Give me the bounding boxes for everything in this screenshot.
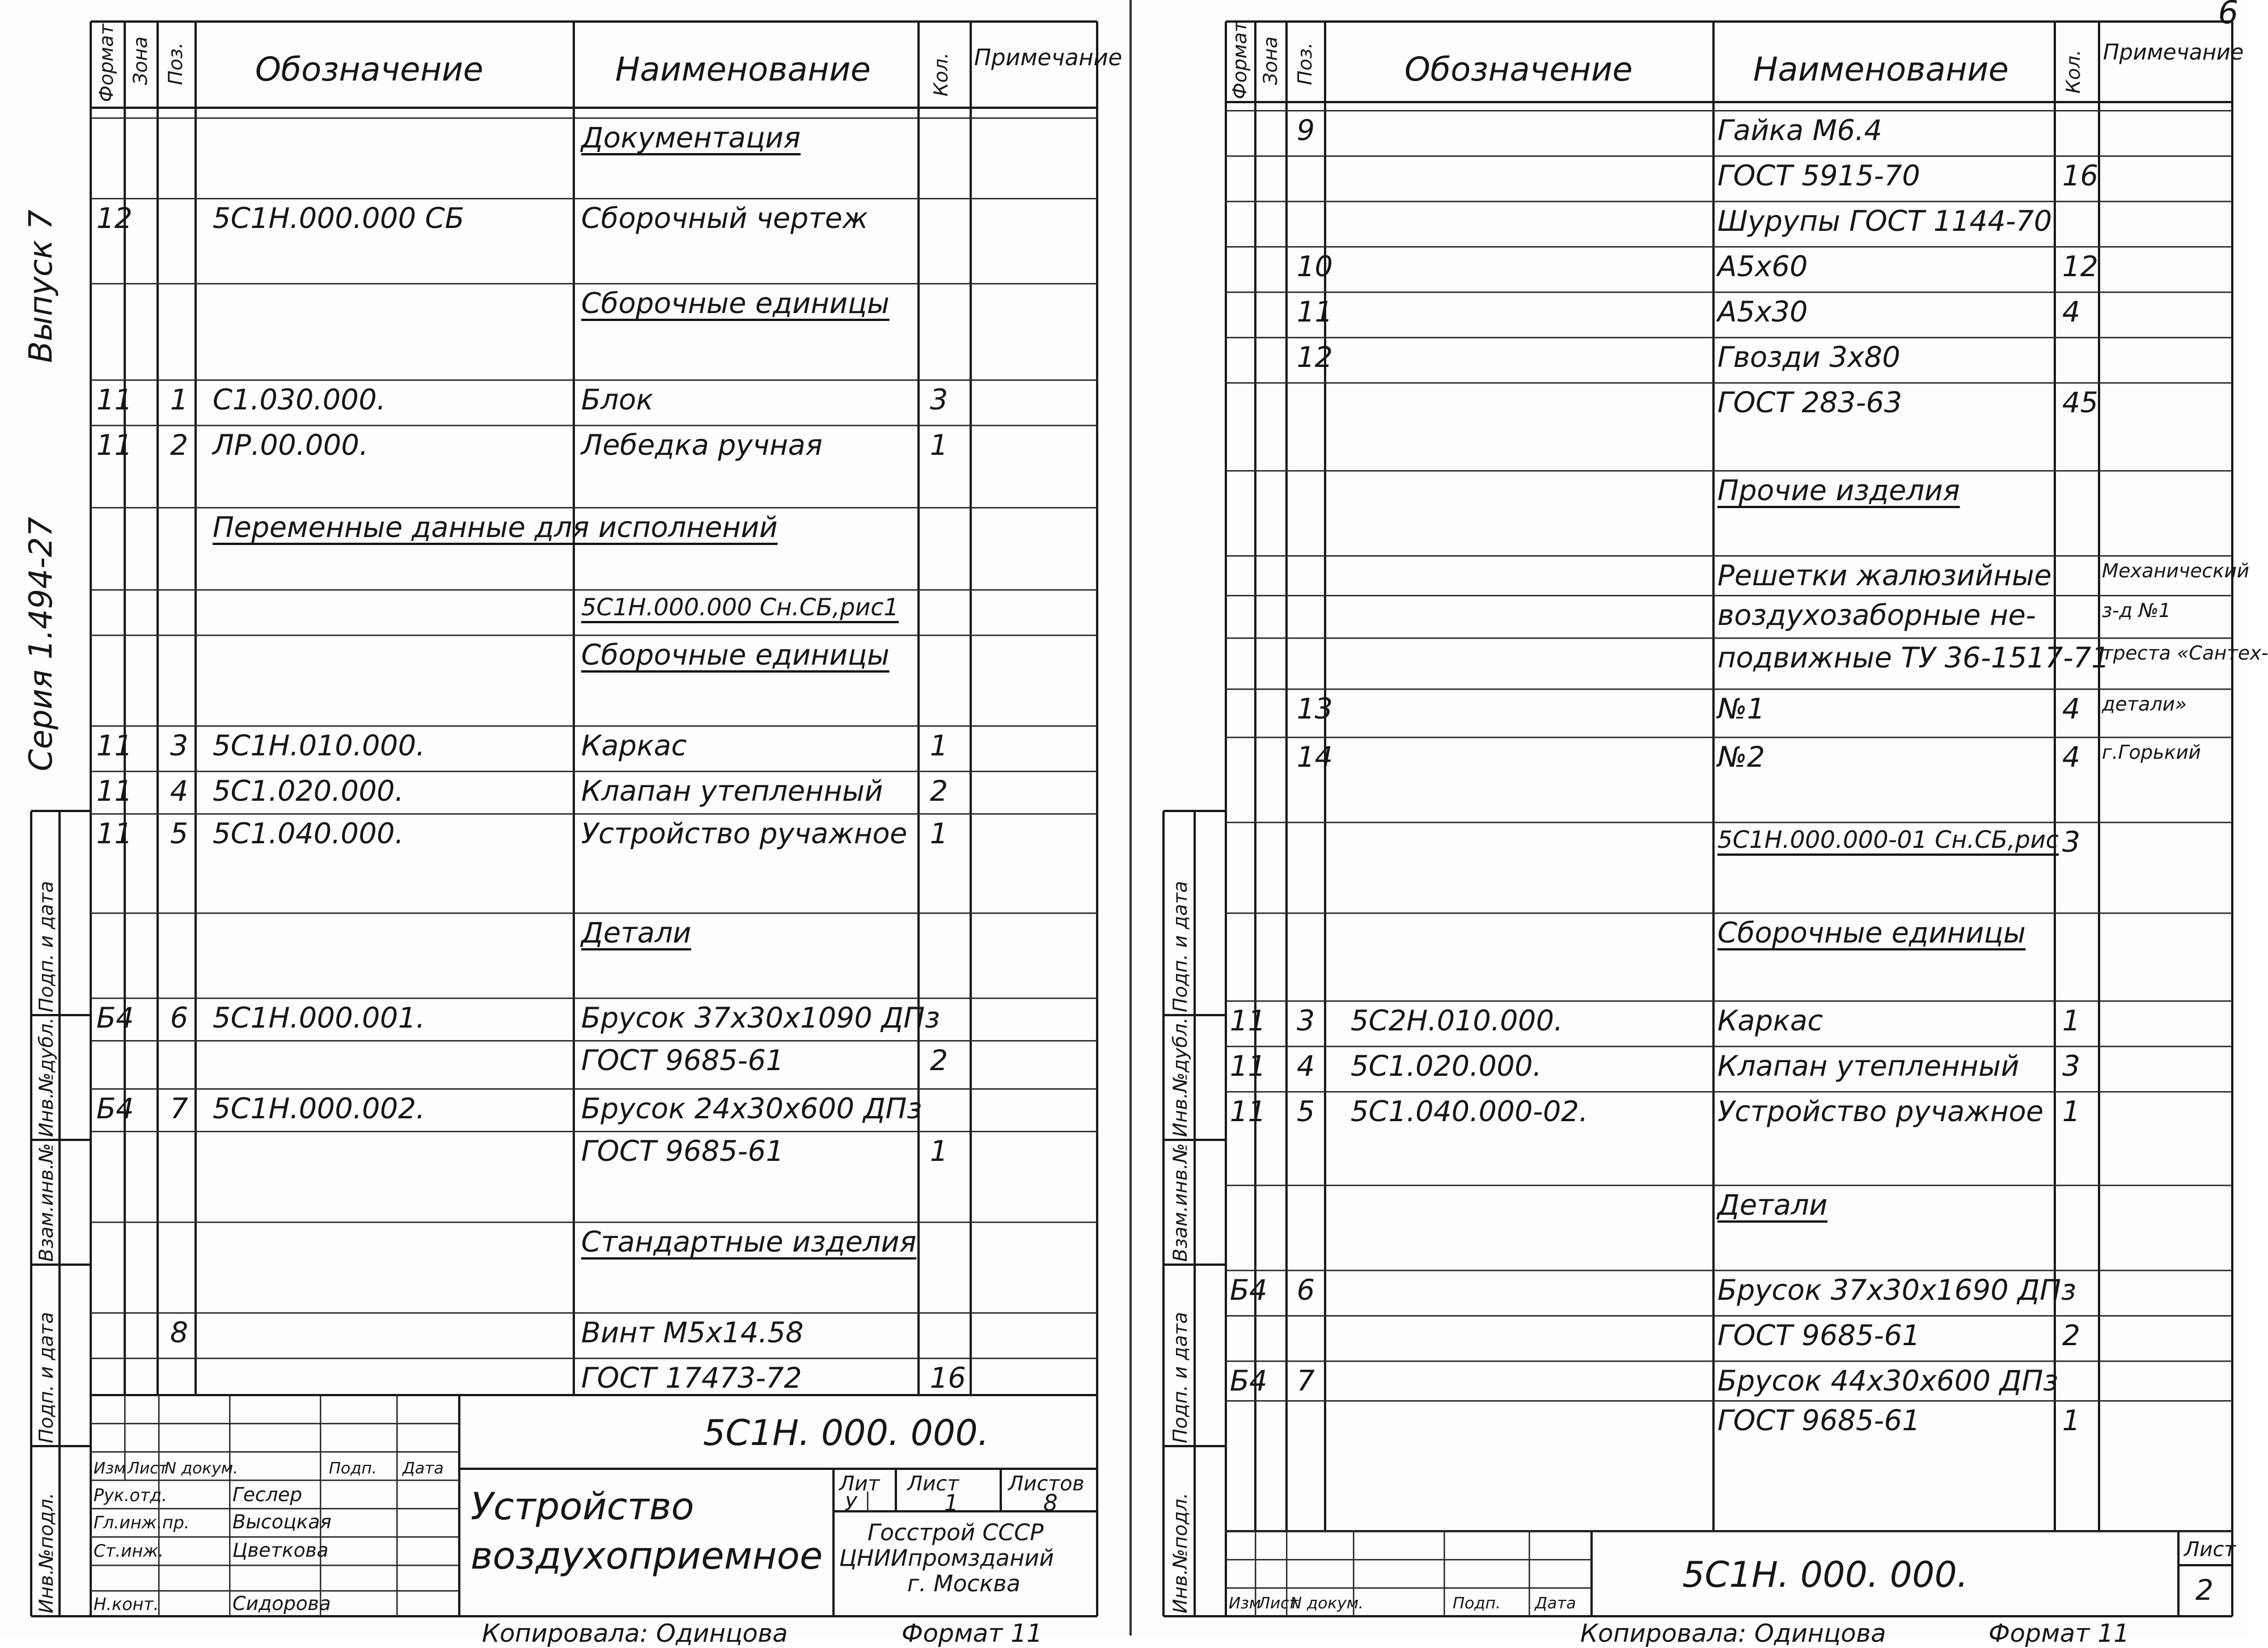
header-pos: Поз.: [164, 42, 187, 85]
spec-name: №1: [1717, 692, 1765, 725]
spec-format: 11: [1230, 1050, 1266, 1083]
r-tb-col-ndok: N докум.: [1290, 1594, 1364, 1612]
spec-name: ГОСТ 9685-61: [1717, 1319, 1920, 1352]
r-stamp-podp-data: Подп. и дата: [1169, 1312, 1192, 1443]
spec-designation: 5С1Н.000.000 СБ: [213, 202, 464, 235]
r-stamp-vzam-inv: Взам.инв.№: [1169, 1143, 1192, 1262]
tb-col-data: Дата: [403, 1459, 444, 1477]
r-header-note: Примечание: [2103, 40, 2244, 65]
right-sheet: [1138, 0, 2268, 1648]
left-doc-number: 5С1Н. 000. 000.: [703, 1412, 989, 1453]
spec-format: Б4: [1230, 1274, 1268, 1307]
tb-name-1: Геслер: [232, 1484, 302, 1506]
spec-pos: 7: [1297, 1364, 1315, 1397]
spec-qty: 1: [930, 729, 948, 762]
tb-lit: У: [845, 1493, 857, 1515]
spec-format: 11: [96, 775, 133, 808]
spec-name: Лебедка ручная: [581, 429, 823, 462]
r-tb-col-data: Дата: [1535, 1594, 1576, 1612]
spec-format: Б4: [96, 1002, 134, 1034]
spec-qty: 2: [930, 1044, 948, 1077]
spec-pos: 3: [170, 729, 188, 762]
spec-name: 5С1Н.000.000-01 Сн.СБ,рис: [1717, 826, 2059, 853]
left-sheet: [0, 0, 1125, 1648]
spec-designation: 5С1.040.000.: [213, 817, 404, 850]
tb-role-4: Н.конт.: [94, 1595, 159, 1615]
spec-designation: 5С2Н.010.000.: [1351, 1004, 1563, 1037]
spec-name: Брусок 37х30х1090 ДПз: [581, 1002, 940, 1034]
spec-qty: 4: [2062, 692, 2080, 725]
tb-title-line-2: воздухоприемное: [471, 1534, 823, 1578]
spec-name: Клапан утепленный: [581, 775, 883, 808]
spec-designation: ЛР.00.000.: [213, 429, 369, 462]
header-format: Формат: [95, 24, 118, 102]
spec-qty: 1: [930, 817, 948, 850]
r-tb-col-podp: Подп.: [1453, 1594, 1501, 1612]
spec-name: Брусок 37х30х1690 ДПз: [1717, 1274, 2076, 1307]
spec-note: детали»: [2102, 693, 2187, 716]
tb-org-1: Госстрой СССР: [868, 1520, 1044, 1546]
issue-label: Выпуск 7: [23, 209, 60, 363]
spec-qty: 45: [2062, 386, 2098, 419]
r-header-designation: Обозначение: [1404, 50, 1633, 88]
stamp-podp-data: Подп. и дата: [35, 1312, 58, 1443]
spec-name: Стандартные изделия: [581, 1226, 917, 1258]
spec-name: ГОСТ 9685-61: [581, 1135, 784, 1168]
spec-pos: 14: [1297, 741, 1333, 774]
spec-pos: 13: [1297, 692, 1333, 725]
spec-format: Б4: [96, 1092, 134, 1125]
spec-designation: С1.030.000.: [213, 383, 386, 416]
spec-name: ГОСТ 283-63: [1717, 386, 1902, 419]
tb-sheets: 8: [1043, 1490, 1058, 1516]
r-stamp-inv-dubl: Инв.№дубл.: [1169, 1017, 1192, 1137]
spec-pos: 2: [170, 429, 188, 462]
spec-qty: 2: [930, 775, 948, 808]
spec-format: 11: [96, 383, 133, 416]
spec-format: 11: [96, 429, 133, 462]
spec-designation: 5С1Н.000.002.: [213, 1092, 425, 1125]
spec-qty: 1: [930, 429, 948, 462]
spec-designation: 5С1.020.000.: [1351, 1050, 1542, 1083]
spec-format: 11: [96, 729, 133, 762]
stamp-vzam-inv: Взам.инв.№: [35, 1143, 58, 1262]
tb-sheets-label: Листов: [1008, 1472, 1085, 1495]
spec-name: №2: [1717, 741, 1765, 774]
spec-qty: 12: [2062, 250, 2098, 283]
tb-title-line-1: Устройство: [471, 1485, 695, 1528]
spec-name: Детали: [581, 916, 692, 949]
spec-name: Гайка М6.4: [1717, 114, 1882, 147]
spec-name: Каркас: [1717, 1004, 1823, 1037]
spec-note: треста «Сантех-: [2102, 642, 2268, 665]
tb-lit-label: Лит: [839, 1472, 880, 1495]
tb-col-podp: Подп.: [329, 1459, 377, 1477]
spec-pos: 4: [1297, 1050, 1315, 1083]
spec-name: ГОСТ 5915-70: [1717, 159, 1920, 192]
spec-qty: 1: [930, 1135, 948, 1168]
spec-name: Клапан утепленный: [1717, 1050, 2020, 1083]
r-stamp-podp-data-2: Подп. и дата: [1169, 881, 1192, 1012]
spec-name: Винт М5х14.58: [581, 1316, 804, 1349]
spec-name: подвижные ТУ 36-1517-71: [1717, 641, 2110, 674]
spec-pos: 6: [170, 1002, 188, 1034]
spec-name: Сборочные единицы: [581, 639, 890, 671]
tb-col-izm: Изм: [94, 1459, 126, 1477]
spec-name: А5х60: [1717, 250, 1808, 283]
spec-name: ГОСТ 9685-61: [581, 1044, 784, 1077]
tb-col-list: Лист: [128, 1459, 168, 1477]
spec-name: Шурупы ГОСТ 1144-70: [1717, 205, 2052, 238]
spec-pos: 4: [170, 775, 188, 808]
spec-pos: 9: [1297, 114, 1315, 147]
tb-sheet: 1: [944, 1490, 959, 1516]
spec-qty: 4: [2062, 295, 2080, 328]
tb-name-3: Цветкова: [232, 1539, 329, 1562]
spec-pos: 8: [170, 1316, 188, 1349]
spec-qty: 16: [930, 1362, 966, 1395]
binding-gap: [1125, 0, 1138, 1636]
spec-name: ГОСТ 9685-61: [1717, 1404, 1920, 1437]
spec-qty: 1: [2062, 1095, 2080, 1128]
r-header-name: Наименование: [1753, 50, 2009, 88]
spec-name: Блок: [581, 383, 654, 416]
left-footer-copied: Копировала: Одинцова: [482, 1619, 788, 1648]
stamp-inv-podl: Инв.№подл.: [35, 1493, 58, 1613]
r-header-qty: Кол.: [2062, 49, 2085, 94]
spec-format: 11: [96, 817, 133, 850]
r-header-pos: Поз.: [1294, 42, 1317, 85]
stamp-inv-dubl: Инв.№дубл.: [35, 1017, 58, 1137]
spec-pos: 7: [170, 1092, 188, 1125]
spec-format: Б4: [1230, 1364, 1268, 1397]
r-doc-number: 5С1Н. 000. 000.: [1682, 1554, 1969, 1595]
spec-pos: 5: [1297, 1095, 1315, 1128]
r-tb-col-list: Лист: [1258, 1594, 1298, 1612]
spec-qty: 3: [2062, 826, 2080, 859]
tb-org-2: ЦНИИпромзданий: [839, 1545, 1054, 1571]
spec-qty: 3: [930, 383, 948, 416]
spec-qty: 1: [2062, 1404, 2080, 1437]
tb-role-3: Ст.инж.: [94, 1541, 164, 1561]
stamp-podp-data-2: Подп. и дата: [35, 881, 58, 1012]
tb-role-1: Рук.отд.: [94, 1486, 167, 1506]
spec-name: Каркас: [581, 729, 687, 762]
spec-name: А5х30: [1717, 295, 1808, 328]
spec-name: Решетки жалюзийные: [1717, 559, 2052, 592]
r-tb-sheet-label: Лист: [2184, 1538, 2236, 1561]
spec-name: Брусок 44х30х600 ДПз: [1717, 1364, 2058, 1397]
tb-name-2: Высоцкая: [232, 1511, 332, 1533]
spec-pos: 3: [1297, 1004, 1315, 1037]
spec-qty: 2: [2062, 1319, 2080, 1352]
spec-name: Сборочные единицы: [581, 287, 890, 320]
spec-note: з-д №1: [2102, 599, 2171, 622]
r-header-format: Формат: [1229, 21, 1251, 99]
spec-name: ГОСТ 17473-72: [581, 1362, 802, 1395]
spec-name: Устройство ручажное: [1717, 1095, 2044, 1128]
header-name: Наименование: [615, 50, 871, 88]
r-tb-col-izm: Изм: [1229, 1594, 1261, 1612]
spec-note: Механический: [2102, 560, 2249, 582]
spec-name: Детали: [1717, 1189, 1828, 1222]
tb-sheet-label: Лист: [907, 1472, 959, 1495]
series-label: Серия 1.494-27: [23, 517, 60, 771]
tb-col-ndok: N докум.: [164, 1459, 238, 1477]
spec-pos: 12: [1297, 341, 1333, 374]
spec-format: 12: [96, 202, 133, 235]
header-qty: Кол.: [930, 52, 953, 96]
right-footer-copied: Копировала: Одинцова: [1580, 1619, 1886, 1648]
spec-designation: Переменные данные для исполнений: [213, 511, 778, 544]
r-tb-sheet: 2: [2195, 1574, 2214, 1607]
page-number: 6: [2218, 0, 2239, 31]
spec-name: Брусок 24х30х600 ДПз: [581, 1092, 922, 1125]
spec-name: Прочие изделия: [1717, 474, 1960, 507]
spec-designation: 5С1.020.000.: [213, 775, 404, 808]
spec-qty: 16: [2062, 159, 2098, 192]
spec-designation: 5С1Н.000.001.: [213, 1002, 425, 1034]
spec-pos: 11: [1297, 295, 1333, 328]
spec-name: воздухозаборные не-: [1717, 599, 2036, 632]
spec-name: Документация: [581, 121, 801, 154]
spec-format: 11: [1230, 1004, 1266, 1037]
binding-line: [1129, 0, 1132, 1636]
left-footer-format: Формат 11: [902, 1619, 1043, 1648]
spec-qty: 1: [2062, 1004, 2080, 1037]
spec-qty: 3: [2062, 1050, 2080, 1083]
tb-role-2: Гл.инж.пр.: [94, 1513, 190, 1533]
spec-note: г.Горький: [2102, 741, 2201, 764]
spec-designation: 5С1.040.000-02.: [1351, 1095, 1588, 1128]
header-designation: Обозначение: [255, 50, 484, 88]
spec-format: 11: [1230, 1095, 1266, 1128]
right-footer-format: Формат 11: [1988, 1619, 2130, 1648]
header-zone: Зона: [129, 36, 152, 85]
tb-org-3: г. Москва: [907, 1571, 1021, 1597]
r-stamp-inv-podl: Инв.№подл.: [1169, 1493, 1192, 1613]
tb-name-4: Сидорова: [232, 1592, 331, 1615]
header-note: Примечание: [974, 45, 1123, 71]
spec-pos: 10: [1297, 250, 1333, 283]
r-header-zone: Зона: [1259, 36, 1282, 85]
spec-name: Сборочные единицы: [1717, 916, 2026, 949]
spec-qty: 4: [2062, 741, 2080, 774]
spec-pos: 5: [170, 817, 188, 850]
spec-pos: 6: [1297, 1274, 1315, 1307]
spec-designation: 5С1Н.010.000.: [213, 729, 425, 762]
spec-name: Сборочный чертеж: [581, 202, 868, 235]
spec-name: Устройство ручажное: [581, 817, 908, 850]
spec-name: 5С1Н.000.000 Сн.СБ,рис1: [581, 593, 899, 621]
spec-pos: 1: [170, 383, 188, 416]
spec-name: Гвозди 3х80: [1717, 341, 1901, 374]
